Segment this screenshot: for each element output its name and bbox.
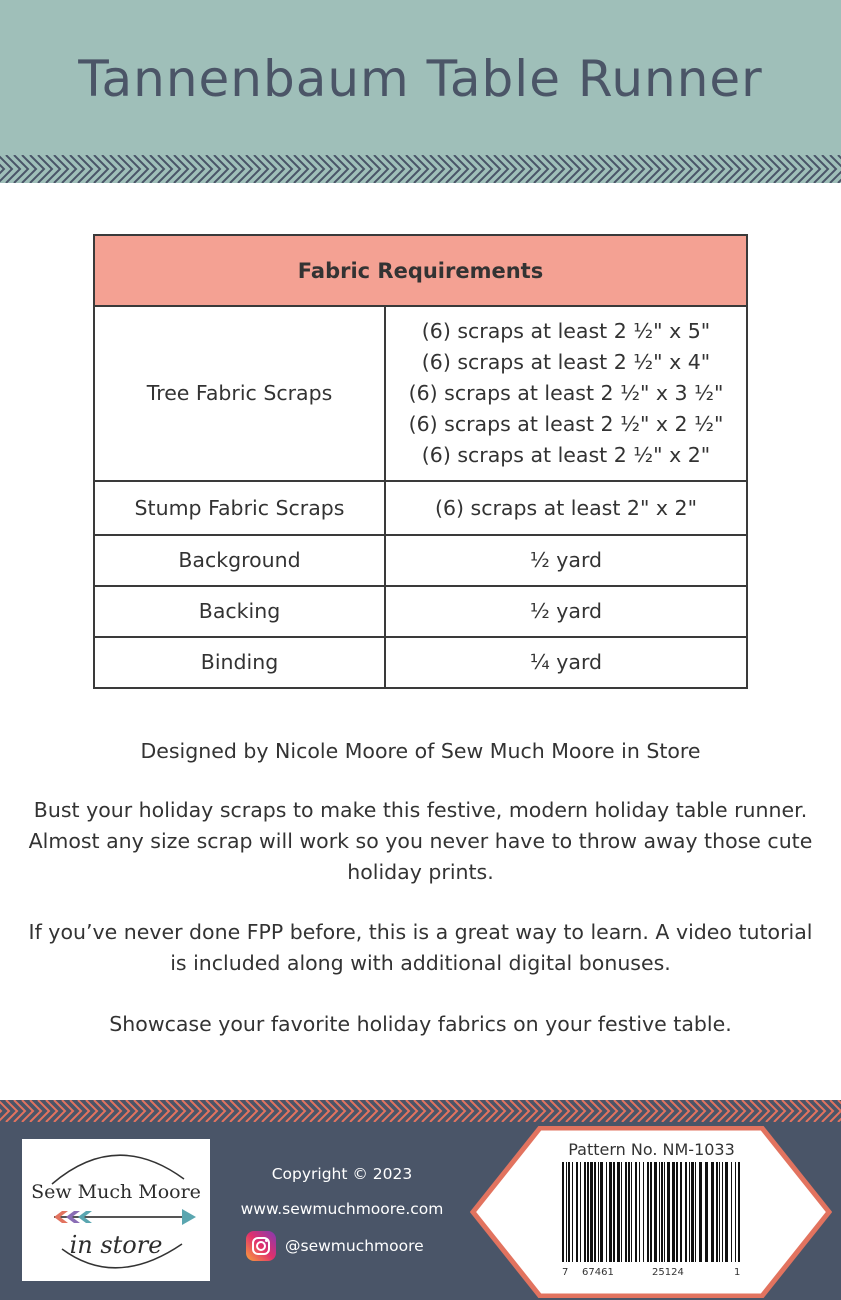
header-chevron-border (0, 155, 841, 183)
barcode-digit-group: 7 (562, 1267, 569, 1278)
barcode-digit-group: 67461 (582, 1267, 614, 1278)
description-paragraph: If you’ve never done FPP before, this is a great way to learn. A video tutorial is included along with additional digital bonuses. (28, 920, 813, 975)
description-paragraph: Bust your holiday scraps to make this festive, modern holiday table runner. Almost any size scrap will work so you never have to throw away those cute holiday prints. (28, 798, 813, 884)
barcode-digit-group: 1 (734, 1267, 741, 1278)
fabric-item: Tree Fabric Scraps (94, 306, 385, 481)
description-paragraph: Showcase your favorite holiday fabrics on your festive table. (109, 1012, 732, 1036)
fabric-amount: ½ yard (385, 586, 747, 637)
page-title: Tannenbaum Table Runner (78, 50, 763, 108)
table-header-row (94, 235, 747, 306)
logo-decoration (22, 1139, 210, 1281)
size-line: (6) scraps at least 2 ½" x 4" (421, 350, 711, 374)
size-line: (6) scraps at least 2 ½" x 2" (421, 443, 711, 467)
size-line: (6) scraps at least 2 ½" x 2 ½" (408, 412, 724, 436)
size-line: (6) scraps at least 2 ½" x 3 ½" (408, 381, 724, 405)
fabric-item: Background (94, 535, 385, 586)
table-row (94, 586, 747, 637)
table-row (94, 637, 747, 688)
designer-credit: Designed by Nicole Moore of Sew Much Moore in Store (140, 739, 701, 763)
barcode-digits (562, 1267, 742, 1281)
fabric-requirements-table (93, 234, 748, 689)
table-row (94, 535, 747, 586)
size-line: (6) scraps at least 2 ½" x 5" (421, 319, 711, 343)
instagram-handle: @sewmuchmoore (285, 1237, 424, 1255)
copyright-text: Copyright © 2023 (271, 1165, 413, 1183)
table-row (94, 306, 747, 481)
logo-name: Sew Much Moore (31, 1181, 201, 1203)
table-row (94, 481, 747, 535)
instagram-link[interactable] (246, 1231, 424, 1261)
website-link[interactable]: www.sewmuchmoore.com (240, 1200, 444, 1218)
barcode (562, 1162, 740, 1262)
fabric-item: Backing (94, 586, 385, 637)
fabric-item: Binding (94, 637, 385, 688)
fabric-item: Stump Fabric Scraps (94, 481, 385, 535)
barcode-digit-group: 25124 (652, 1267, 684, 1278)
fabric-amount (385, 306, 747, 481)
fabric-amount: ¼ yard (385, 637, 747, 688)
fabric-amount: ½ yard (385, 535, 747, 586)
fabric-amount: (6) scraps at least 2" x 2" (385, 481, 747, 535)
instagram-icon (246, 1231, 276, 1261)
footer-chevron-border (0, 1100, 841, 1122)
table-heading: Fabric Requirements (94, 235, 747, 306)
logo-tagline: in store (69, 1231, 163, 1259)
pattern-number: Pattern No. NM-1033 (568, 1140, 735, 1159)
brand-logo (22, 1139, 210, 1281)
